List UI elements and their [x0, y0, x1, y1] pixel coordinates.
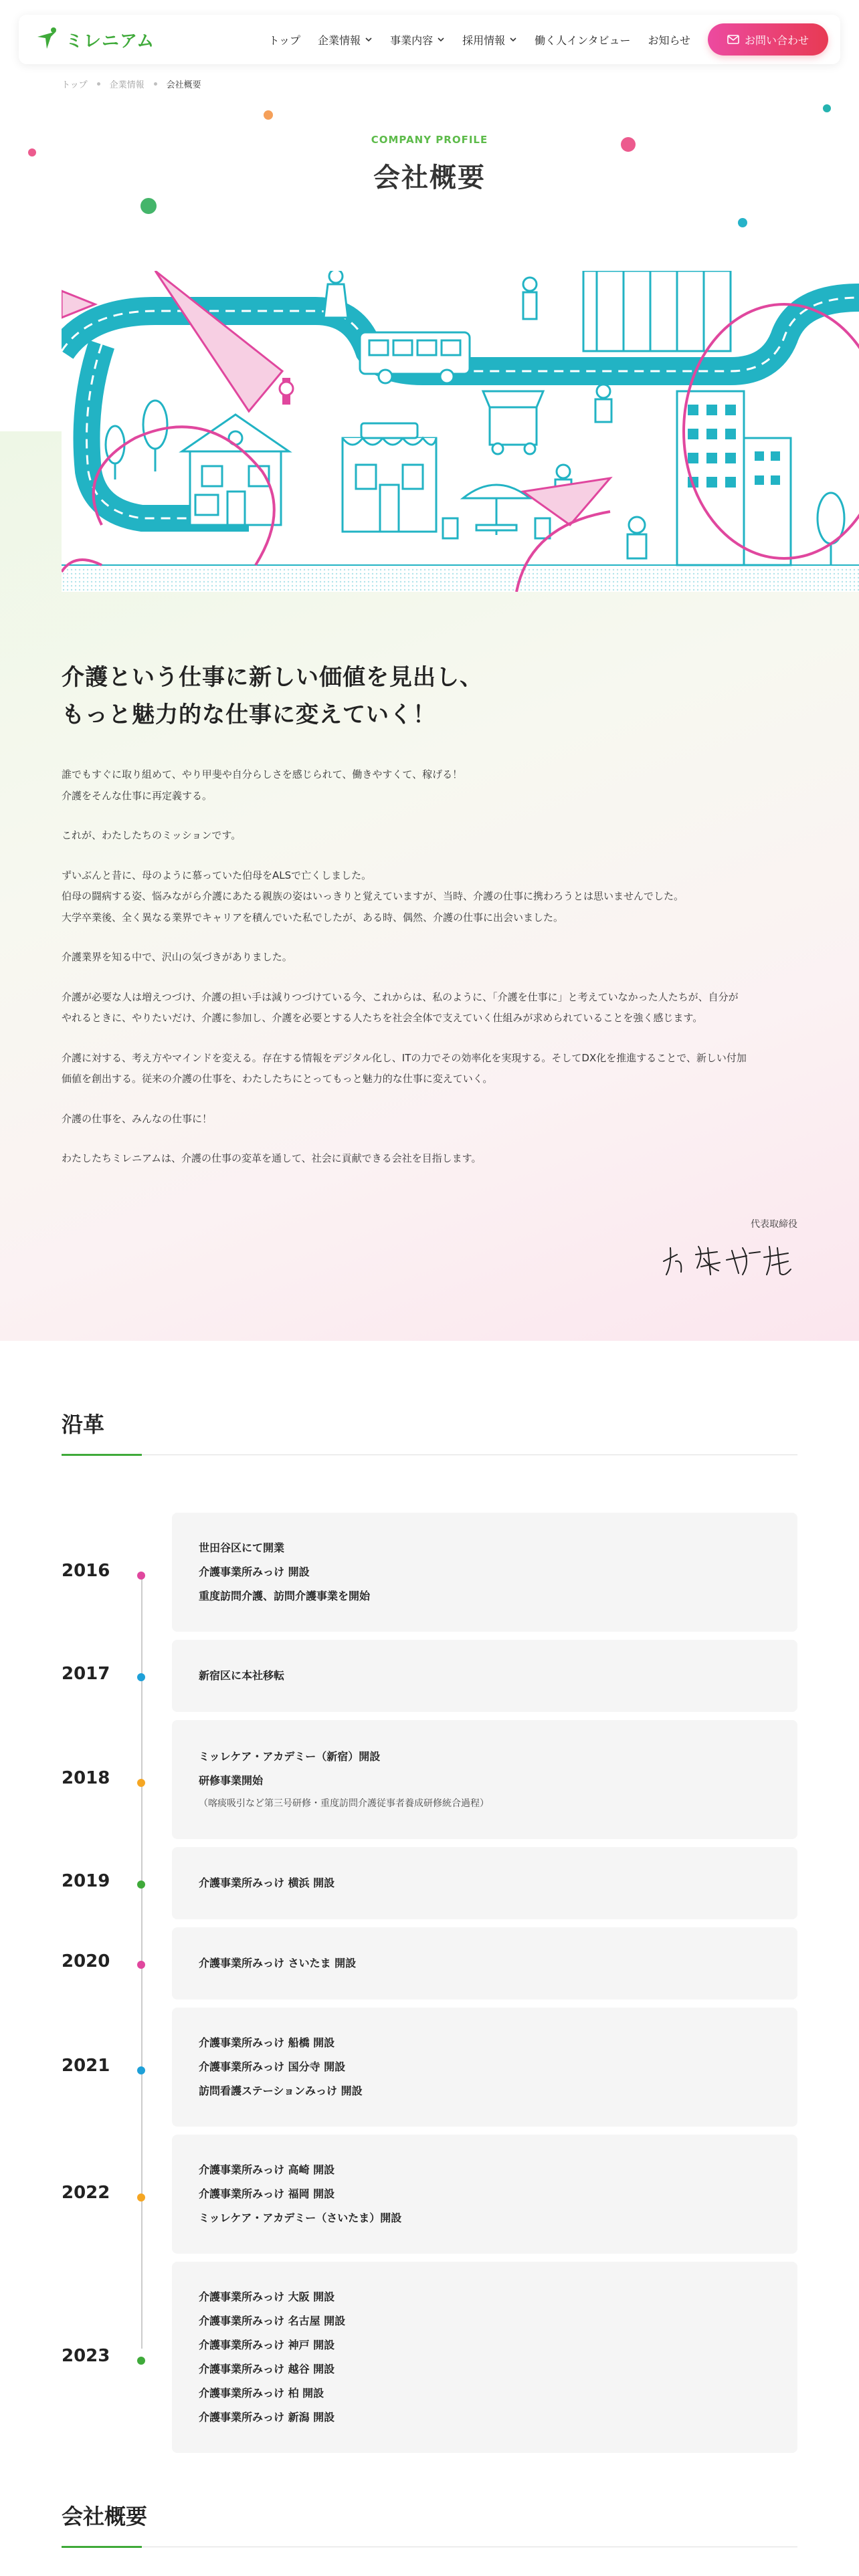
history-item: 介護事業所みっけ 高崎 開設	[199, 2163, 335, 2176]
breadcrumb-separator	[154, 82, 157, 86]
message-paragraph	[62, 865, 797, 929]
timeline-dot	[137, 1779, 145, 1787]
nav-interview-label: 働く人インタビュー	[535, 33, 631, 47]
history-card	[172, 1720, 797, 1839]
message-line: 価値を創出する。従来の介護の仕事を、わたしたちにとってもっと魅力的な仕事に変えていく。	[62, 1073, 493, 1085]
history-item: 介護事業所みっけ 柏 開設	[199, 2387, 324, 2399]
history-year: 2022	[62, 2183, 110, 2203]
message-line: これが、わたしたちのミッションです。	[62, 829, 242, 842]
history-year: 2020	[62, 1951, 110, 1971]
signature-title: 代表取締役	[751, 1219, 797, 1230]
message-heading-line: もっと魅力的な仕事に変えていく！	[62, 702, 436, 729]
message-line: 大学卒業後、全く異なる業界でキャリアを積んでいた私でしたが、ある時、偶然、介護の仕事に出会いました。	[62, 911, 564, 924]
history-year: 2023	[62, 2346, 110, 2366]
decor-dot	[264, 110, 273, 120]
contact-button-label: お問い合わせ	[744, 33, 809, 47]
decor-dot	[140, 198, 157, 214]
contact-button[interactable]	[708, 23, 828, 56]
timeline-dot	[137, 2357, 145, 2365]
message-line: 誰でもすぐに取り組めて、やり甲斐や自分らしさを感じられて、働きやすくて、稼げる！	[62, 768, 463, 781]
history-card	[172, 1847, 797, 1919]
breadcrumb-company-info[interactable]: 企業情報	[109, 80, 145, 90]
mail-icon	[727, 35, 739, 44]
history-item: 介護事業所みっけ 国分寺 開設	[199, 2060, 346, 2073]
history-item: 介護事業所みっけ 横浜 開設	[199, 1876, 335, 1889]
message-line: わたしたちミレニアムは、介護の仕事の変革を通して、社会に貢献できる会社を目指します。	[62, 1152, 482, 1165]
history-card	[172, 1927, 797, 2000]
message-line: ずいぶんと昔に、母のように慕っていた伯母をALSで亡くしました。	[62, 869, 372, 881]
nav-recruit[interactable]	[462, 32, 517, 47]
history-card	[172, 2262, 797, 2453]
history-item: 介護事業所みっけ 越谷 開設	[199, 2363, 335, 2375]
history-item: 重度訪問介護、訪問介護事業を開始	[199, 1590, 371, 1602]
history-card	[172, 1640, 797, 1712]
message-line: 介護業界を知る中で、沢山の気づきがありました。	[62, 951, 292, 964]
timeline-dot	[137, 1572, 145, 1580]
history-card	[172, 1513, 797, 1632]
message-line: 介護が必要な人は増えつづけ、介護の担い手は減りつづけている今、これからは、私のように、「介護を仕事に」と考えていなかった人たちが、自分が	[62, 990, 739, 1003]
timeline-dot	[137, 2066, 145, 2074]
page-eyebrow: COMPANY PROFILE	[371, 134, 488, 146]
nav-interview[interactable]	[535, 32, 630, 47]
nav-company-info[interactable]	[318, 32, 373, 47]
signature-block	[657, 1217, 797, 1284]
site-header	[19, 15, 840, 64]
town-illustration	[62, 271, 859, 592]
nav-business-label: 事業内容	[390, 33, 434, 47]
company-section-title	[62, 2500, 797, 2547]
decor-dot	[738, 218, 747, 227]
history-item: 介護事業所みっけ 新潟 開設	[199, 2411, 335, 2424]
message-line: 伯母の闘病する姿、悩みながら介護にあたる親族の姿はいっきりと覚えていますが、当時、介護の仕事に携わろうとは思いませんでした。	[62, 890, 684, 903]
history-item: 訪問看護ステーションみっけ 開設	[199, 2084, 363, 2097]
history-item: 新宿区に本社移転	[199, 1669, 285, 1682]
hero-illustration	[62, 271, 859, 592]
message-heading	[62, 659, 797, 734]
handwritten-signature	[657, 1235, 797, 1281]
history-item: 介護事業所みっけ 船橋 開設	[199, 2036, 335, 2049]
history-item: 介護事業所みっけ さいたま 開設	[199, 1957, 357, 1969]
message-paragraph	[62, 987, 797, 1029]
timeline-dot	[137, 1673, 145, 1681]
nav-news[interactable]	[648, 32, 690, 47]
message-line: 介護に対する、考え方やマインドを変える。存在する情報をデジタル化し、ITの力でその効率化を実現する。そしてDX化を推進することで、新しい付加	[62, 1051, 747, 1064]
logo-mark-icon	[33, 26, 60, 53]
nav-top-label: トップ	[268, 33, 301, 47]
nav-top[interactable]	[269, 32, 301, 47]
page-title: 会社概要	[373, 163, 486, 193]
history-item: ミッレケア・アカデミー（さいたま）開設	[199, 2212, 402, 2224]
history-item: 介護事業所みっけ 神戸 開設	[199, 2339, 335, 2351]
title-underline	[62, 2546, 142, 2548]
breadcrumb-top[interactable]: トップ	[62, 80, 88, 90]
title-underline	[62, 1454, 142, 1456]
message-body	[62, 764, 797, 1170]
chevron-down-icon	[365, 35, 373, 43]
history-card	[172, 2135, 797, 2254]
breadcrumb	[62, 78, 201, 90]
timeline-dot	[137, 1961, 145, 1969]
breadcrumb-current: 会社概要	[166, 80, 201, 90]
history-year: 2019	[62, 1871, 110, 1891]
main-nav	[269, 32, 690, 47]
history-item: 介護事業所みっけ 開設	[199, 1566, 310, 1578]
message-line: 介護の仕事を、みんなの仕事に！	[62, 1112, 213, 1125]
history-year: 2018	[62, 1768, 110, 1788]
history-year: 2021	[62, 2056, 110, 2076]
message-line: やれるときに、やりたいだけ、介護に参加し、介護を必要とする人たちを社会全体で支えていく仕組みが求められていることを強く感じます。	[62, 1012, 703, 1025]
history-note: （喀痰吸引など第三号研修・重度訪問介護従事者養成研修統合過程）	[199, 1798, 489, 1809]
message-paragraph	[62, 1109, 797, 1130]
nav-business[interactable]	[390, 32, 445, 47]
message-paragraph	[62, 1048, 797, 1090]
message-paragraph	[62, 947, 797, 968]
history-item: 介護事業所みっけ 大阪 開設	[199, 2290, 335, 2303]
chevron-down-icon	[509, 35, 517, 43]
message-heading-line: 介護という仕事に新しい価値を見出し、	[62, 664, 483, 691]
history-item: 世田谷区にて開業	[199, 1541, 285, 1554]
message-paragraph	[62, 764, 797, 807]
chevron-down-icon	[437, 35, 445, 43]
nav-company-info-label: 企業情報	[318, 33, 361, 47]
history-section-title	[62, 1408, 797, 1455]
nav-news-label: お知らせ	[648, 33, 690, 47]
timeline-dot	[137, 1881, 145, 1889]
page-header	[0, 134, 859, 195]
history-title: 沿革	[62, 1412, 105, 1437]
decor-dot	[823, 104, 831, 112]
history-item: ミッレケア・アカデミー（新宿）開設	[199, 1750, 381, 1763]
history-year: 2017	[62, 1664, 110, 1684]
breadcrumb-separator	[97, 82, 100, 86]
site-logo[interactable]	[33, 26, 155, 53]
nav-recruit-label: 採用情報	[462, 33, 506, 47]
history-item: 介護事業所みっけ 名古屋 開設	[199, 2315, 346, 2327]
company-title: 会社概要	[62, 2504, 148, 2529]
history-year: 2016	[62, 1561, 110, 1581]
logo-text: ミレニアム	[66, 31, 155, 51]
history-item: 介護事業所みっけ 福岡 開設	[199, 2187, 335, 2200]
message-paragraph	[62, 1148, 797, 1170]
timeline-dot	[137, 2193, 145, 2202]
message-paragraph	[62, 825, 797, 847]
history-card	[172, 2008, 797, 2127]
message-line: 介護をそんな仕事に再定義する。	[62, 789, 213, 802]
history-item: 研修事業開始	[199, 1774, 264, 1787]
ceo-message	[62, 659, 797, 1188]
